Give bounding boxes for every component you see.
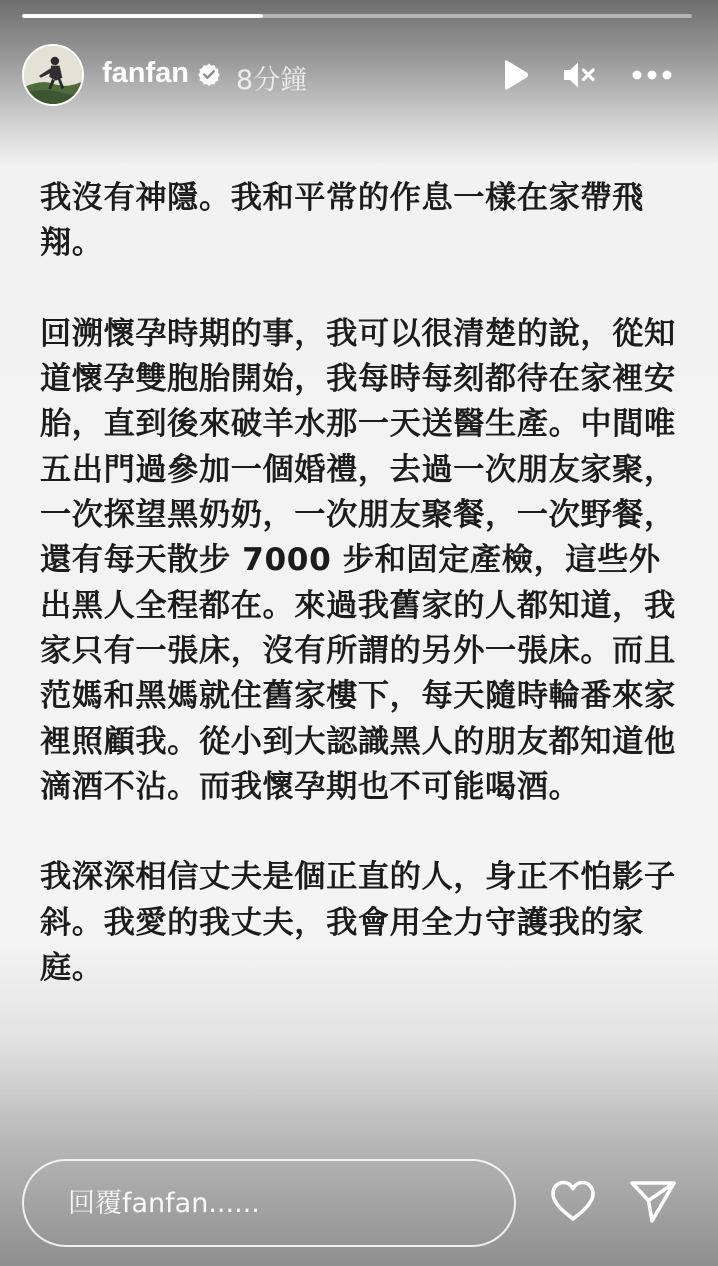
- post-time: 8分鐘: [236, 65, 308, 96]
- story-text: [40, 176, 680, 991]
- send-button[interactable]: [628, 1176, 678, 1226]
- avatar[interactable]: [22, 44, 84, 106]
- play-button[interactable]: [496, 56, 534, 94]
- story-paragraph: 我沒有神隱。我和平常的作息一樣在家帶飛翔。: [40, 180, 644, 262]
- story-paragraph: 我深深相信丈夫是個正直的人，身正不怕影子斜。我愛的我丈夫，我會用全力守護我的家庭。: [40, 859, 676, 987]
- more-horizontal-icon: [630, 56, 674, 94]
- avatar-image: [24, 46, 82, 104]
- story-progress-fill: [22, 14, 263, 18]
- speaker-muted-icon: [560, 56, 598, 94]
- send-icon: [628, 1176, 678, 1226]
- story-progress-bar: [22, 14, 692, 18]
- story-paragraph: 回溯懷孕時期的事，我可以很清楚的說，從知道懷孕雙胞胎開始，我每時每刻都待在家裡安胎，直到後來破羊水那一天送醫生產。中間唯五出門過參加一個婚禮，去過一次朋友家聚，一次探望黑奶奶，一次朋友聚餐，一次野餐，還有每天散步 7000 步和固定產檢，這些外出黑人全程都在。來過我舊家的人都知道，我家只有一張床，沒有所謂的另外一張床。而且范媽和黑媽就住舊家樓下，每天隨時輪番來家裡照顧我。從小到大認識黑人的朋友都知道他滴酒不沾。而我懷孕期也不可能喝酒。: [40, 315, 676, 805]
- username[interactable]: fanfan: [102, 57, 189, 89]
- story-header: [22, 42, 698, 108]
- play-icon: [496, 56, 534, 94]
- mute-button[interactable]: [560, 56, 598, 94]
- more-options-button[interactable]: [630, 56, 674, 94]
- reply-input[interactable]: [66, 1187, 514, 1220]
- reply-field[interactable]: [22, 1159, 516, 1247]
- verified-badge-icon: [197, 62, 221, 86]
- like-button[interactable]: [548, 1176, 598, 1226]
- heart-icon: [548, 1176, 598, 1226]
